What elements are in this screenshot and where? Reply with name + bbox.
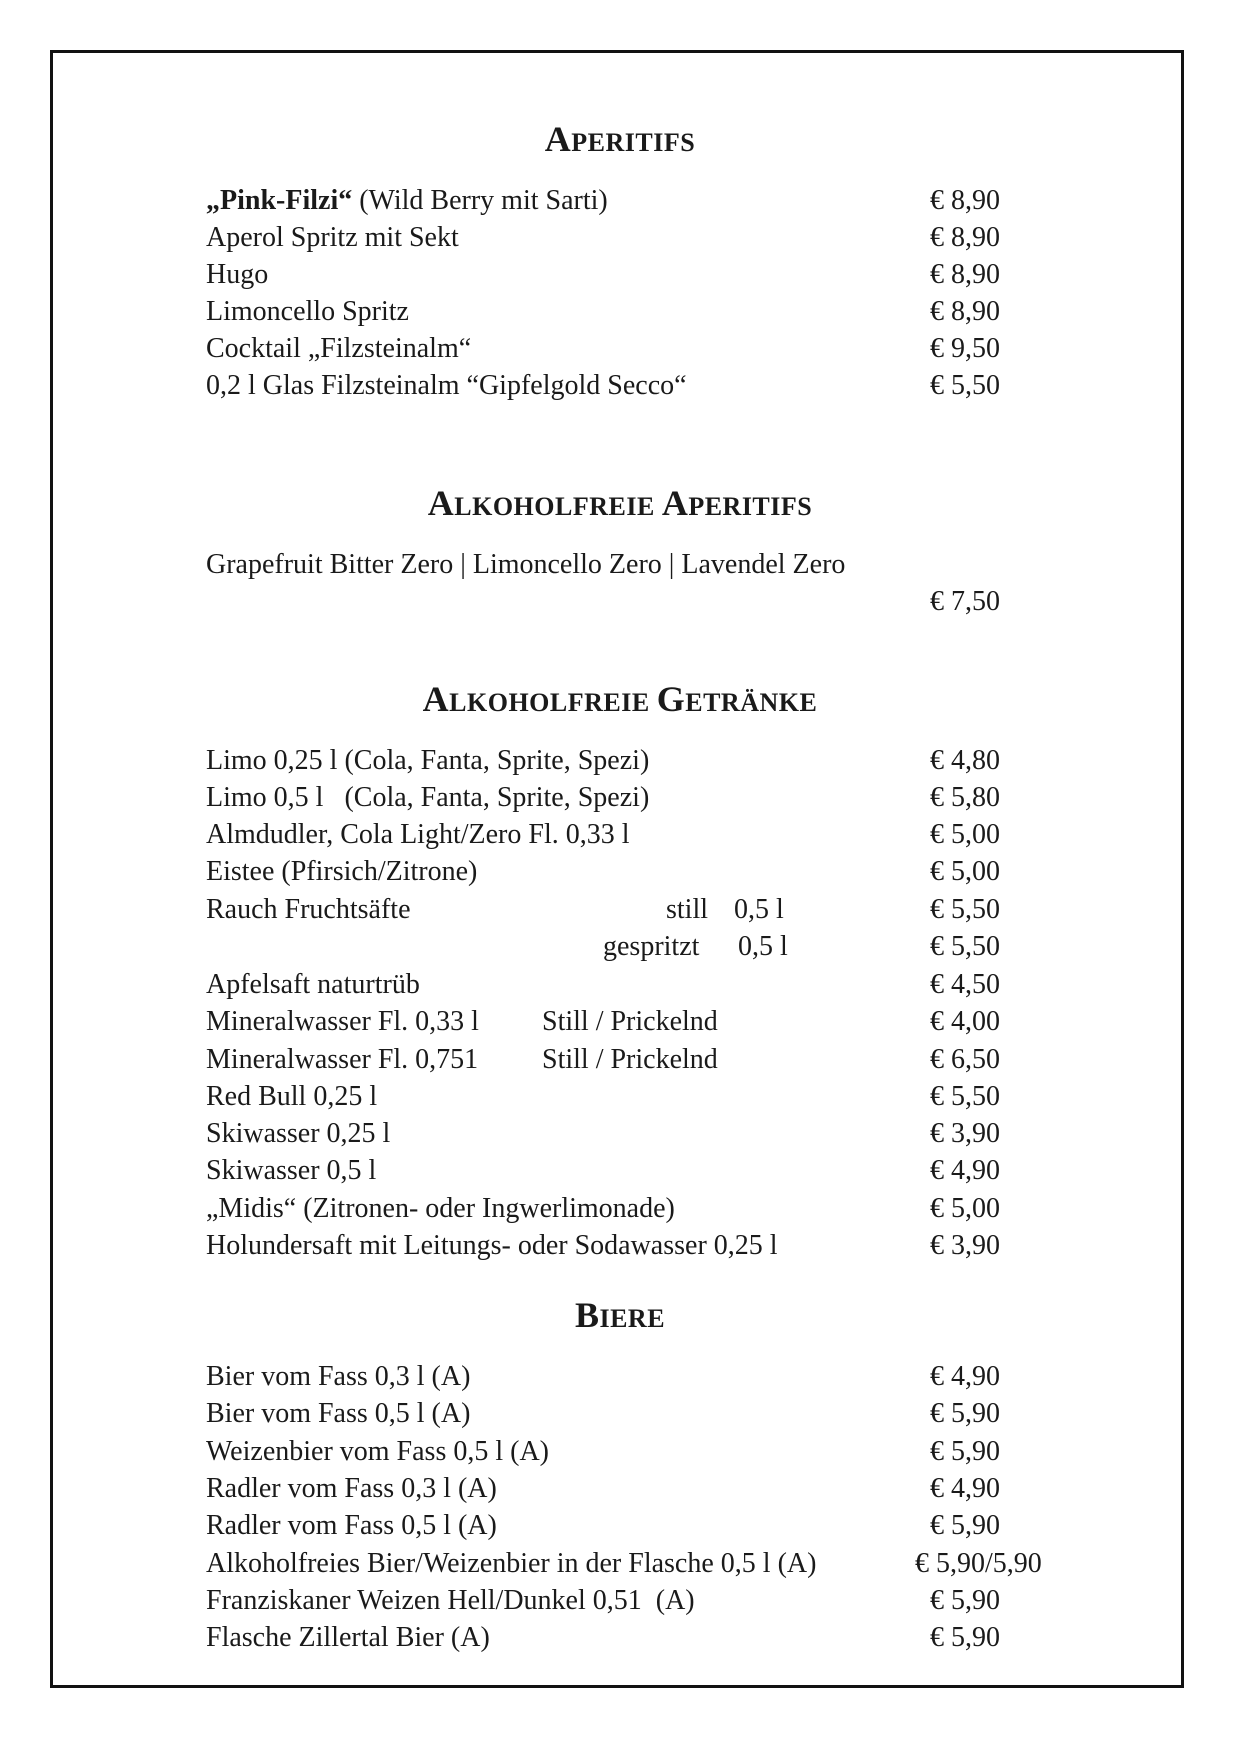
- menu-item: [206, 546, 1106, 584]
- item-price: € 5,90: [930, 1510, 1000, 1541]
- item-name: Rauch Fruchtsäfte: [206, 894, 411, 925]
- item-name: Limoncello Spritz: [206, 296, 409, 327]
- item-price: € 5,00: [930, 1193, 1000, 1224]
- item-name: Skiwasser 0,5 l: [206, 1155, 377, 1186]
- menu-item: [206, 1433, 1106, 1471]
- menu-item: [206, 891, 1106, 929]
- item-price: € 5,50: [930, 1081, 1000, 1112]
- item-price: € 8,90: [930, 296, 1000, 327]
- item-price: € 5,90: [930, 1398, 1000, 1429]
- item-price: € 8,90: [930, 185, 1000, 216]
- item-price: € 5,90/5,90: [915, 1548, 1042, 1579]
- menu-item: [206, 1152, 1106, 1190]
- item-price: € 4,80: [930, 745, 1000, 776]
- item-name: Cocktail „Filzsteinalm“: [206, 333, 472, 364]
- item-price: € 4,90: [930, 1473, 1000, 1504]
- item-name: Bier vom Fass 0,3 l (A): [206, 1361, 471, 1392]
- item-name: Bier vom Fass 0,5 l (A): [206, 1398, 471, 1429]
- section-title-alkoholfreie-aperitifs: ALKOHOLFREIE APERITIFS: [427, 483, 813, 523]
- item-name: Alkoholfreies Bier/Weizenbier in der Flasche 0,5 l (A): [206, 1548, 817, 1579]
- item-name: „Pink-Filzi“ (Wild Berry mit Sarti): [206, 185, 608, 216]
- item-price: € 4,90: [930, 1361, 1000, 1392]
- item-price: € 5,00: [930, 819, 1000, 850]
- menu-item: [206, 219, 1106, 257]
- item-name: Mineralwasser Fl. 0,751: [206, 1044, 479, 1075]
- item-option: Still / Prickelnd: [542, 1006, 718, 1037]
- item-price: € 7,50: [930, 586, 1000, 617]
- item-option: Still / Prickelnd: [542, 1044, 718, 1075]
- menu-item: [206, 330, 1106, 368]
- item-name: Weizenbier vom Fass 0,5 l (A): [206, 1436, 549, 1467]
- menu-item: [206, 816, 1106, 854]
- item-name: Flasche Zillertal Bier (A): [206, 1622, 490, 1653]
- item-price: € 3,90: [930, 1230, 1000, 1261]
- menu-item: [206, 1358, 1106, 1396]
- item-price: € 9,50: [930, 333, 1000, 364]
- item-price: € 3,90: [930, 1118, 1000, 1149]
- menu-item: [206, 367, 1106, 405]
- menu-item: [206, 1190, 1106, 1228]
- menu-item: [206, 1470, 1106, 1508]
- item-name: Limo 0,25 l (Cola, Fanta, Sprite, Spezi): [206, 745, 650, 776]
- item-price: € 5,90: [930, 1622, 1000, 1653]
- item-price: € 5,90: [930, 1585, 1000, 1616]
- item-price: € 8,90: [930, 259, 1000, 290]
- section-title-aperitifs: APERITIFS: [544, 119, 696, 159]
- item-name: Apfelsaft naturtrüb: [206, 969, 420, 1000]
- item-price: € 5,50: [930, 370, 1000, 401]
- menu-item: [206, 779, 1106, 817]
- item-price: € 5,50: [930, 931, 1000, 962]
- menu-item: [206, 182, 1106, 220]
- item-name: Mineralwasser Fl. 0,33 l: [206, 1006, 479, 1037]
- menu-item: [206, 1507, 1106, 1545]
- item-size: 0,5 l: [738, 931, 788, 962]
- item-price: € 4,00: [930, 1006, 1000, 1037]
- item-name: Hugo: [206, 259, 269, 290]
- menu-item: [206, 928, 1106, 966]
- item-price: € 5,00: [930, 856, 1000, 887]
- item-name: Holundersaft mit Leitungs- oder Sodawasser 0,25 l: [206, 1230, 778, 1261]
- item-price: € 6,50: [930, 1044, 1000, 1075]
- menu-item: [206, 1395, 1106, 1433]
- item-name: Radler vom Fass 0,3 l (A): [206, 1473, 497, 1504]
- menu-item: [206, 1115, 1106, 1153]
- item-size: 0,5 l: [734, 894, 784, 925]
- menu-item: [206, 742, 1106, 780]
- menu-item: [206, 853, 1106, 891]
- item-name: „Midis“ (Zitronen- oder Ingwerlimonade): [206, 1193, 675, 1224]
- section-title-alkoholfreie-getraenke: ALKOHOLFREIE GETRÄNKE: [422, 679, 818, 719]
- item-name: 0,2 l Glas Filzsteinalm “Gipfelgold Secco“: [206, 370, 687, 401]
- item-name: Franziskaner Weizen Hell/Dunkel 0,51 (A): [206, 1585, 695, 1616]
- menu-item: [206, 1041, 1106, 1079]
- menu-item: [206, 1078, 1106, 1116]
- menu-item: [206, 1619, 1106, 1657]
- menu-item: [206, 1003, 1106, 1041]
- item-name: Radler vom Fass 0,5 l (A): [206, 1510, 497, 1541]
- item-price: € 5,90: [930, 1436, 1000, 1467]
- item-variant: still: [666, 894, 709, 925]
- item-price: € 8,90: [930, 222, 1000, 253]
- menu-item: [206, 293, 1106, 331]
- menu-item: [206, 966, 1106, 1004]
- item-name: Grapefruit Bitter Zero | Limoncello Zero | Lavendel Zero: [206, 549, 846, 580]
- item-price: € 4,50: [930, 969, 1000, 1000]
- menu-item: [206, 1227, 1106, 1265]
- item-name: Skiwasser 0,25 l: [206, 1118, 391, 1149]
- item-variant: gespritzt: [603, 931, 700, 962]
- item-name: Red Bull 0,25 l: [206, 1081, 378, 1112]
- menu-item: [206, 256, 1106, 294]
- menu-item: [206, 1545, 1106, 1583]
- item-price: € 5,80: [930, 782, 1000, 813]
- item-price: € 4,90: [930, 1155, 1000, 1186]
- item-name: Limo 0,5 l (Cola, Fanta, Sprite, Spezi): [206, 782, 650, 813]
- item-name: Aperol Spritz mit Sekt: [206, 222, 459, 253]
- item-name: Eistee (Pfirsich/Zitrone): [206, 856, 478, 887]
- menu-item: [206, 1582, 1106, 1620]
- menu-item: [206, 583, 1106, 621]
- item-price: € 5,50: [930, 894, 1000, 925]
- item-name: Almdudler, Cola Light/Zero Fl. 0,33 l: [206, 819, 630, 850]
- section-title-biere: BIERE: [574, 1295, 666, 1335]
